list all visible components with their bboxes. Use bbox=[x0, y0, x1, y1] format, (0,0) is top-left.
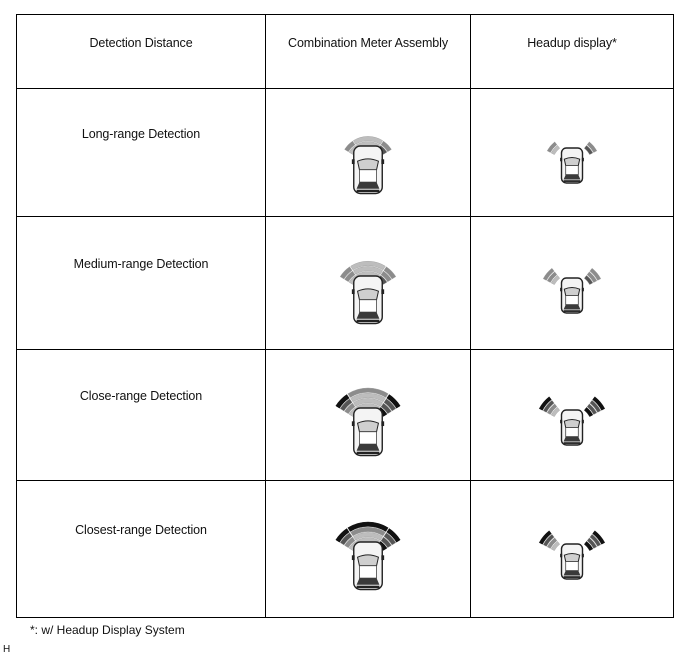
header-row bbox=[17, 15, 674, 89]
hud-sonar-icon bbox=[527, 514, 617, 584]
row-label-cell bbox=[17, 350, 266, 481]
row-label-cell bbox=[17, 217, 266, 350]
detection-label: Close-range Detection bbox=[79, 389, 203, 403]
table-row bbox=[17, 481, 674, 618]
header-detection-distance: Detection Distance bbox=[89, 35, 193, 50]
table-row bbox=[17, 350, 674, 481]
header-cell-combination-meter bbox=[266, 15, 471, 89]
car-icon bbox=[560, 148, 584, 183]
detection-distance-table bbox=[16, 14, 674, 618]
header-headup-display: Headup display* bbox=[527, 35, 617, 50]
row-label-cell bbox=[17, 481, 266, 618]
footnote: *: w/ Headup Display System bbox=[30, 623, 185, 637]
car-icon bbox=[560, 544, 584, 579]
hud-icon-cell bbox=[471, 481, 674, 618]
car-icon bbox=[352, 276, 384, 324]
car-icon bbox=[352, 408, 384, 456]
car-icon bbox=[352, 146, 384, 194]
car-icon bbox=[352, 542, 384, 590]
header-cell-detection-distance bbox=[17, 15, 266, 89]
detection-label: Closest-range Detection bbox=[75, 523, 207, 537]
detection-label: Long-range Detection bbox=[81, 126, 201, 141]
hud-sonar-icon bbox=[527, 118, 617, 188]
table-row bbox=[17, 89, 674, 217]
meter-sonar-icon bbox=[323, 370, 413, 460]
header-combination-meter-assembly: Combination Meter Assembly bbox=[288, 35, 448, 50]
hud-icon-cell bbox=[471, 350, 674, 481]
meter-sonar-icon bbox=[323, 504, 413, 594]
car-icon bbox=[560, 410, 584, 445]
meter-icon-cell bbox=[266, 481, 471, 618]
car-icon bbox=[560, 278, 584, 313]
header-cell-headup-display bbox=[471, 15, 674, 89]
table-row bbox=[17, 217, 674, 350]
meter-icon-cell bbox=[266, 350, 471, 481]
hud-sonar-icon bbox=[527, 248, 617, 318]
meter-sonar-icon bbox=[323, 108, 413, 198]
row-label-cell bbox=[17, 89, 266, 217]
hud-sonar-icon bbox=[527, 380, 617, 450]
meter-icon-cell bbox=[266, 89, 471, 217]
detection-label: Medium-range Detection bbox=[73, 257, 209, 271]
hud-icon-cell bbox=[471, 89, 674, 217]
hud-icon-cell bbox=[471, 217, 674, 350]
meter-sonar-icon bbox=[323, 238, 413, 328]
meter-icon-cell bbox=[266, 217, 471, 350]
figure-code: H bbox=[3, 644, 11, 655]
